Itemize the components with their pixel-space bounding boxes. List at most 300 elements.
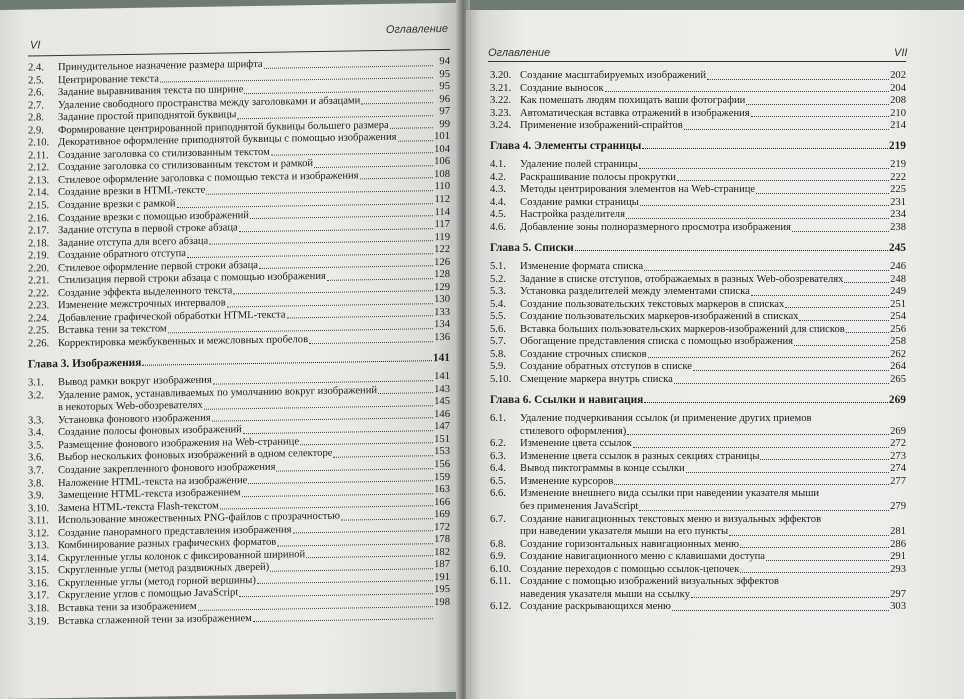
leader-dots <box>243 430 433 434</box>
page-ref: 108 <box>434 168 450 181</box>
leader-dots <box>766 560 889 561</box>
section-number: 3.22. <box>490 95 512 107</box>
section-number: 5.10. <box>490 374 512 386</box>
page-ref: 114 <box>434 206 450 218</box>
leader-dots <box>390 127 433 129</box>
section-number: 4.1. <box>490 159 506 171</box>
toc-entry <box>490 361 906 374</box>
page-ref: 269 <box>888 393 906 406</box>
section-title: Скругление углов с помощью JavaScript <box>58 587 239 602</box>
section-title: Создание эффекта выделенного текста <box>58 285 233 299</box>
section-title: без применения JavaScript <box>520 500 639 512</box>
leader-dots <box>361 102 433 104</box>
section-title: Задание выравнивания текста по ширине <box>58 84 244 99</box>
page-ref: 146 <box>434 408 450 420</box>
section-number: 2.9. <box>28 125 44 137</box>
section-title: Методы центрирования элементов на Web-странице <box>520 184 756 196</box>
page-ref: 112 <box>434 193 450 206</box>
toc-entry <box>490 184 906 197</box>
leader-dots <box>756 193 889 194</box>
page-ref: 279 <box>890 500 906 512</box>
section-title: Изменение формата списка <box>520 261 644 273</box>
page-ref: 204 <box>890 82 906 94</box>
toc-entry <box>490 197 906 210</box>
section-title: Установка разделителей между элементами списка <box>520 286 750 298</box>
leader-dots <box>248 480 433 484</box>
section-title: Создание заголовка со стилизованным текстом <box>58 146 270 161</box>
page-ref: 117 <box>434 219 450 231</box>
section-number: 5.8. <box>490 348 506 360</box>
section-title: стилевого оформления) <box>520 425 627 437</box>
section-title: Корректировка межбуквенных и межсловных пробелов <box>58 334 309 350</box>
section-number: 2.20. <box>28 262 50 275</box>
toc-entry <box>490 172 906 185</box>
section-number: 6.11. <box>490 576 511 588</box>
page-ref: 95 <box>439 68 450 80</box>
section-title: Создание закрепленного фонового изображения <box>58 461 276 477</box>
section-number: 4.3. <box>490 184 506 196</box>
leader-dots <box>686 472 889 473</box>
section-number: 3.20. <box>490 70 512 81</box>
section-title: Создание обратных отступов в списке <box>520 361 692 373</box>
toc-entry <box>490 222 906 235</box>
page-ref: 101 <box>434 131 450 143</box>
section-number: 2.14. <box>28 187 50 200</box>
section-number: 5.1. <box>490 261 506 273</box>
header-rule <box>488 61 906 62</box>
toc-entry <box>490 311 906 324</box>
section-number: 6.4. <box>490 463 506 475</box>
section-title: Размещение фонового изображения на Web-странице <box>58 436 300 451</box>
page-ref: 126 <box>434 256 450 268</box>
section-number: 3.1. <box>28 377 44 389</box>
page-ref: 172 <box>434 521 450 533</box>
toc-entry <box>490 451 906 464</box>
page-ref: 303 <box>890 601 906 613</box>
section-number: 2.5. <box>28 74 44 87</box>
toc-entry <box>490 488 906 501</box>
section-number: 5.9. <box>490 361 506 373</box>
section-title: Автоматическая вставка отражений в изображения <box>520 107 750 119</box>
leader-dots <box>642 148 888 149</box>
section-number: 6.5. <box>490 475 506 487</box>
page-ref: 182 <box>434 546 450 558</box>
page-ref: 147 <box>434 421 450 433</box>
section-number: 2.22. <box>28 288 50 300</box>
leader-dots <box>751 295 889 296</box>
section-title: Применение изображений-спрайтов <box>520 120 683 132</box>
section-number: 3.6. <box>28 452 44 464</box>
toc-entry <box>490 324 906 337</box>
section-title: Создание переходов с помощью ссылок-цепочек <box>520 563 740 575</box>
toc-entry <box>490 299 906 312</box>
page-ref: 256 <box>890 323 906 335</box>
page-ref: 130 <box>434 294 450 306</box>
section-title: Удаление рамок, устанавливаемых по умолчанию вокруг изображений <box>58 384 378 401</box>
toc-entry <box>490 349 906 362</box>
section-title: Создание обратного отступа <box>58 248 186 262</box>
section-number: 3.3. <box>28 415 44 427</box>
section-number: 4.6. <box>490 222 506 234</box>
leader-dots <box>605 91 889 92</box>
page-ref: 136 <box>434 331 450 344</box>
section-title: Изменение курсоров <box>520 475 614 487</box>
section-number: 6.3. <box>490 450 506 462</box>
page-ref: 96 <box>439 93 450 105</box>
section-number: 3.9. <box>28 490 44 502</box>
section-title: Изменение внешнего вида ссылки при наведении указателя мыши <box>520 488 820 500</box>
page-ref: 269 <box>890 425 906 437</box>
section-title: Создание навигационных текстовых меню и визуальных эффектов <box>520 513 822 525</box>
section-title: Настройка разделителя <box>520 209 625 221</box>
page-ref: 210 <box>890 107 906 119</box>
section-number: 2.16. <box>28 212 50 225</box>
leader-dots <box>253 618 433 622</box>
section-number: 2.18. <box>28 237 50 250</box>
section-title: Задание простой приподнятой буквицы <box>58 109 237 124</box>
section-title: в некоторых Web-обозревателях <box>58 400 203 414</box>
section-number: 2.10. <box>28 137 50 149</box>
section-title: Создание навигационного меню с клавишами доступа <box>520 551 766 563</box>
leader-dots <box>677 180 889 181</box>
leader-dots <box>627 434 889 435</box>
section-number: 3.7. <box>28 465 44 477</box>
section-number: 3.10. <box>28 502 50 515</box>
section-title: Глава 4. Элементы страницы <box>490 139 642 152</box>
leader-dots <box>306 556 433 559</box>
section-title: Как помешать людям похищать ваши фотографии <box>520 95 746 107</box>
header-rule <box>28 49 450 57</box>
section-number: 2.17. <box>28 225 50 237</box>
section-number: 4.4. <box>490 196 506 208</box>
section-number: 5.3. <box>490 286 506 298</box>
page-ref: 297 <box>890 588 906 600</box>
section-number: 3.21. <box>490 82 512 94</box>
section-title: Стилизация первой строки абзаца с помощью изображения <box>58 271 326 287</box>
leader-dots <box>799 320 889 321</box>
section-title: Скругленные углы (метод раздвижных дверей) <box>58 562 270 577</box>
running-head: Оглавление <box>488 47 551 59</box>
page-ref: 198 <box>434 596 450 609</box>
leader-dots <box>287 316 434 319</box>
toc-entry <box>490 374 906 387</box>
toc-list <box>28 56 450 629</box>
leader-dots <box>300 443 433 446</box>
page-ref: 143 <box>434 383 450 395</box>
leader-dots <box>398 140 433 142</box>
page-ref: 141 <box>434 371 450 383</box>
page-ref: 166 <box>434 496 450 508</box>
page-ref: 264 <box>890 361 906 373</box>
toc-entry <box>490 438 906 451</box>
page-ref: 195 <box>434 584 450 596</box>
page-ref: 231 <box>890 196 906 208</box>
left-page <box>0 3 462 699</box>
section-number: 3.19. <box>28 615 50 628</box>
toc-entry <box>490 70 906 83</box>
section-title: Выбор нескольких фоновых изображений в одном селекторе <box>58 448 333 464</box>
section-title: Вывод рамки вокруг изображения <box>58 374 212 389</box>
leader-dots <box>760 459 889 460</box>
toc-chapter <box>490 140 906 153</box>
page-ref: 153 <box>434 446 450 458</box>
toc-entry <box>490 286 906 299</box>
section-title: Создание пользовательских текстовых маркеров в списках <box>520 298 785 310</box>
section-title: Создание рамки страницы <box>520 196 639 208</box>
leader-dots <box>684 129 889 130</box>
leader-dots <box>691 597 889 598</box>
leader-dots <box>293 530 433 533</box>
page-ref: 178 <box>434 534 450 546</box>
toc-entry <box>490 526 906 539</box>
section-title: Стилевое оформление заголовка с помощью текста и изображения <box>58 170 359 187</box>
section-number: 3.13. <box>28 540 50 552</box>
section-title: Изменение цвета ссылок <box>520 438 632 450</box>
section-number: 2.15. <box>28 200 50 212</box>
section-number: 2.26. <box>28 338 50 350</box>
page-ref: 202 <box>890 70 906 81</box>
section-title: Использование множественных PNG-файлов с прозрачностью <box>58 510 341 527</box>
section-title: Комбинирование разных графических форматов <box>58 536 277 552</box>
toc-entry <box>490 108 906 121</box>
toc-entry <box>490 120 906 133</box>
running-head: Оглавление <box>385 22 448 36</box>
section-title: Задание в списке отступов, отображаемых в разных Web-обозревателях <box>520 273 844 285</box>
section-number: 5.6. <box>490 323 506 335</box>
page-ref: 258 <box>890 336 906 348</box>
page-ref: 163 <box>434 483 450 496</box>
section-title: Глава 3. Изображения <box>28 356 142 371</box>
toc-entry <box>490 476 906 489</box>
page-ref: 94 <box>439 55 450 68</box>
toc-entry <box>490 601 906 614</box>
section-number: 6.10. <box>490 563 512 575</box>
section-title: Скругленные углы (метод горной вершины) <box>58 574 256 589</box>
page-ref: 225 <box>890 184 906 196</box>
section-number: 3.12. <box>28 527 50 540</box>
leader-dots <box>614 484 889 485</box>
toc-entry <box>490 576 906 589</box>
section-title: Изменение цвета ссылок в разных секциях страницы <box>520 450 760 462</box>
toc-entry <box>490 274 906 287</box>
page-ref: 272 <box>890 438 906 450</box>
section-title: Раскрашивание полосы прокрутки <box>520 171 676 183</box>
toc-chapter <box>490 242 906 255</box>
page-number: VI <box>30 39 41 52</box>
page-ref: 249 <box>890 286 906 298</box>
page-ref: 122 <box>434 244 450 256</box>
leader-dots <box>626 218 889 219</box>
section-title: Изменение межстрочных интервалов <box>58 297 226 312</box>
section-number: 3.18. <box>28 603 50 615</box>
leader-dots <box>327 278 433 281</box>
section-number: 6.6. <box>490 488 506 500</box>
section-title: Удаление подчеркивания ссылок (и применение других приемов <box>520 413 812 425</box>
page-ref: 129 <box>434 281 450 294</box>
page-ref: 291 <box>890 551 906 563</box>
leader-dots <box>740 547 889 548</box>
right-page <box>466 10 964 699</box>
leader-dots <box>575 250 888 251</box>
page-ref: 274 <box>890 463 906 475</box>
section-title: Создание раскрывающихся меню <box>520 601 671 613</box>
leader-dots <box>271 153 433 157</box>
section-number: 3.11. <box>28 515 49 527</box>
leader-dots <box>792 231 889 232</box>
section-number: 6.1. <box>490 413 506 425</box>
leader-dots <box>846 332 889 333</box>
section-number: 6.2. <box>490 438 506 450</box>
section-number: 3.15. <box>28 565 50 577</box>
section-number: 6.12. <box>490 601 512 613</box>
toc-entry <box>490 539 906 552</box>
section-title: Глава 6. Ссылки и навигация <box>490 393 644 406</box>
section-number: 2.24. <box>28 313 50 325</box>
page-ref: 248 <box>890 273 906 285</box>
page-ref: 208 <box>890 95 906 107</box>
leader-dots <box>239 593 433 597</box>
page-ref: 151 <box>434 433 450 446</box>
page-ref: 145 <box>434 396 450 408</box>
section-title: Установка фонового изображения <box>58 412 211 426</box>
leader-dots <box>276 468 433 471</box>
page-ref: 104 <box>434 143 450 156</box>
section-title: Вставка тени за изображением <box>58 600 197 615</box>
section-title: Замена HTML-текста Flash-текстом <box>58 500 219 514</box>
page-ref: 265 <box>890 374 906 386</box>
section-number: 4.2. <box>490 171 506 183</box>
page-number: VII <box>894 47 908 59</box>
section-number: 3.4. <box>28 427 44 439</box>
leader-dots <box>264 65 433 69</box>
section-number: 5.5. <box>490 311 506 323</box>
page-ref: 95 <box>439 81 450 93</box>
section-number: 3.16. <box>28 578 50 590</box>
section-title: Декоративное оформление приподнятой буквицы с помощью изображения <box>58 132 397 149</box>
leader-dots <box>674 383 889 384</box>
leader-dots <box>639 168 889 169</box>
leader-dots <box>277 543 433 546</box>
leader-dots <box>707 79 889 80</box>
leader-dots <box>672 610 889 611</box>
page-ref: 128 <box>434 269 450 281</box>
toc-entry <box>490 209 906 222</box>
section-number: 2.21. <box>28 275 50 287</box>
section-title: Наложение HTML-текста на изображение <box>58 474 248 489</box>
page-ref: 246 <box>890 261 906 273</box>
section-title: Создание врезки с рамкой <box>58 198 176 212</box>
toc-entry <box>490 564 906 577</box>
section-title: Добавление зоны полноразмерного просмотра изображения <box>520 222 791 234</box>
section-title: Обогащение представления списка с помощью изображения <box>520 336 794 348</box>
section-number: 4.5. <box>490 209 506 221</box>
section-title: Создание полосы фоновых изображений <box>58 424 242 439</box>
section-number: 2.4. <box>28 62 44 74</box>
section-title: Удаление полей страницы <box>520 159 638 171</box>
page-ref: 273 <box>890 450 906 462</box>
toc-entry <box>490 159 906 172</box>
page-ref: 110 <box>434 181 450 193</box>
section-title: Принудительное назначение размера шрифта <box>58 58 263 74</box>
leader-dots <box>257 581 433 585</box>
toc-entry <box>490 514 906 527</box>
section-number: 5.7. <box>490 336 506 348</box>
page-ref: 141 <box>432 351 450 364</box>
section-title: Создание пользовательских маркеров-изображений в списках <box>520 311 799 323</box>
section-number: 2.19. <box>28 250 50 262</box>
section-title: Добавление графической обработки HTML-текста <box>58 309 286 325</box>
section-number: 3.14. <box>28 553 50 565</box>
section-title: при наведении указателя мыши на его пункты <box>520 526 729 538</box>
page-ref: 251 <box>890 298 906 310</box>
leader-dots <box>785 307 889 308</box>
leader-dots <box>309 341 433 344</box>
leader-dots <box>644 402 888 403</box>
page-ref: 281 <box>890 526 906 538</box>
section-title: Создание строчных списков <box>520 348 647 360</box>
leader-dots <box>378 392 433 394</box>
page-ref: 214 <box>890 120 906 132</box>
leader-dots <box>633 447 889 448</box>
leader-dots <box>314 165 433 168</box>
leader-dots <box>259 265 433 269</box>
page-ref: 222 <box>890 171 906 183</box>
section-title: Задание отступа в первой строке абзаца <box>58 222 238 237</box>
toc-entry <box>490 413 906 426</box>
section-number: 3.17. <box>28 590 50 602</box>
page-ref: 254 <box>890 311 906 323</box>
page-ref: 234 <box>890 209 906 221</box>
leader-dots <box>242 493 433 497</box>
section-title: Центрирование текста <box>58 73 159 86</box>
section-number: 2.23. <box>28 300 50 312</box>
page-ref: 219 <box>890 159 906 171</box>
section-title: Вставка сглаженной тени за изображением <box>58 612 252 627</box>
leader-dots <box>644 270 889 271</box>
section-title: Создание панорамного представления изображения <box>58 524 292 539</box>
page-ref: 238 <box>890 222 906 234</box>
page-ref: 106 <box>434 156 450 168</box>
leader-dots <box>729 535 889 536</box>
page-ref: 187 <box>434 559 450 571</box>
page-ref: 99 <box>439 118 450 130</box>
section-title: Вывод пиктограммы в конце ссылки <box>520 463 685 475</box>
section-title: Смещение маркера внутрь списка <box>520 374 673 386</box>
page-ref: 159 <box>434 471 450 483</box>
leader-dots <box>341 518 433 520</box>
page-ref: 245 <box>888 241 906 254</box>
toc-entry <box>490 501 906 514</box>
section-number: 2.13. <box>28 175 50 187</box>
toc-entry <box>490 83 906 96</box>
leader-dots <box>751 116 889 117</box>
section-number: 2.11. <box>28 150 49 162</box>
toc-entry <box>490 95 906 108</box>
section-number: 2.8. <box>28 112 44 124</box>
section-title: Вставка тени за текстом <box>58 323 167 337</box>
page-ref: 169 <box>434 509 450 521</box>
section-title: Создание масштабируемых изображений <box>520 70 707 81</box>
section-title: Стилевое оформление первой строки абзаца <box>58 259 258 274</box>
section-title: Создание врезки с помощью изображений <box>58 209 249 224</box>
page-ref: 293 <box>890 563 906 575</box>
section-number: 6.8. <box>490 538 506 550</box>
leader-dots <box>693 370 889 371</box>
page-ref: 219 <box>888 139 906 152</box>
toc-chapter <box>490 394 906 407</box>
leader-dots <box>640 205 889 206</box>
leader-dots <box>794 345 889 346</box>
